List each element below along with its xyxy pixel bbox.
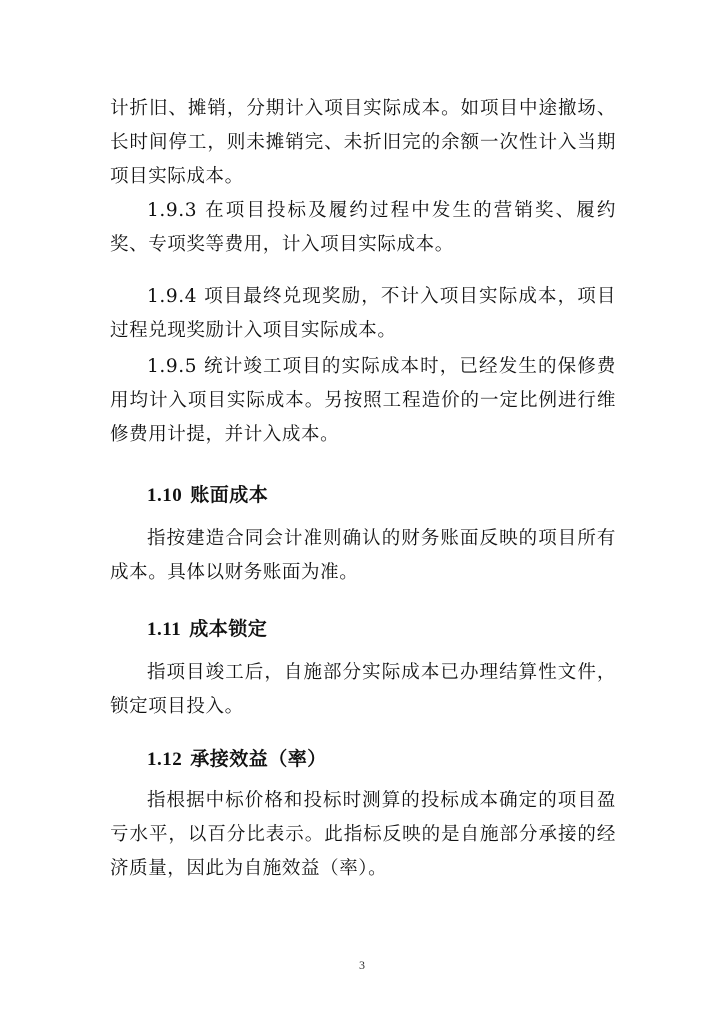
paragraph-cost-lock: 指项目竣工后，自施部分实际成本已办理结算性文件，锁定项目投入。 (110, 662, 616, 717)
paragraph-book-cost: 指按建造合同会计准则确认的财务账面反映的项目所有成本。具体以财务账面为准。 (110, 528, 616, 583)
heading-title: 成本锁定 (189, 618, 268, 640)
heading-title: 承接效益（率） (190, 748, 327, 770)
paragraph-contract-benefit: 指根据中标价格和投标时测算的投标成本确定的项目盈亏水平，以百分比表示。此指标反映的是自施部分承接的经济质量，因此为自施效益（率）。 (110, 790, 616, 879)
paragraph-1-9-4: 1.9.4 项目最终兑现奖励，不计入项目实际成本，项目过程兑现奖励计入项目实际成本。 (110, 286, 616, 341)
paragraph-1-9-3: 1.9.3 在项目投标及履约过程中发生的营销奖、履约奖、专项奖等费用，计入项目实际成本。 (110, 200, 616, 255)
heading-number: 1.10 (147, 485, 183, 506)
page-number: 3 (359, 958, 365, 972)
paragraph-depreciation-continued: 计折旧、摊销，分期计入项目实际成本。如项目中途撤场、长时间停工，则未摊销完、未折旧完的余额一次性计入当期项目实际成本。 (110, 98, 616, 187)
heading-1-12 (147, 742, 327, 777)
heading-1-11 (147, 612, 267, 647)
heading-1-10 (147, 478, 268, 513)
paragraph-1-9-5: 1.9.5 统计竣工项目的实际成本时，已经发生的保修费用均计入项目实际成本。另按照工程造价的一定比例进行维修费用计提，并计入成本。 (110, 356, 616, 445)
heading-number: 1.12 (147, 749, 183, 770)
heading-title: 账面成本 (190, 484, 269, 506)
heading-number: 1.11 (147, 619, 182, 640)
